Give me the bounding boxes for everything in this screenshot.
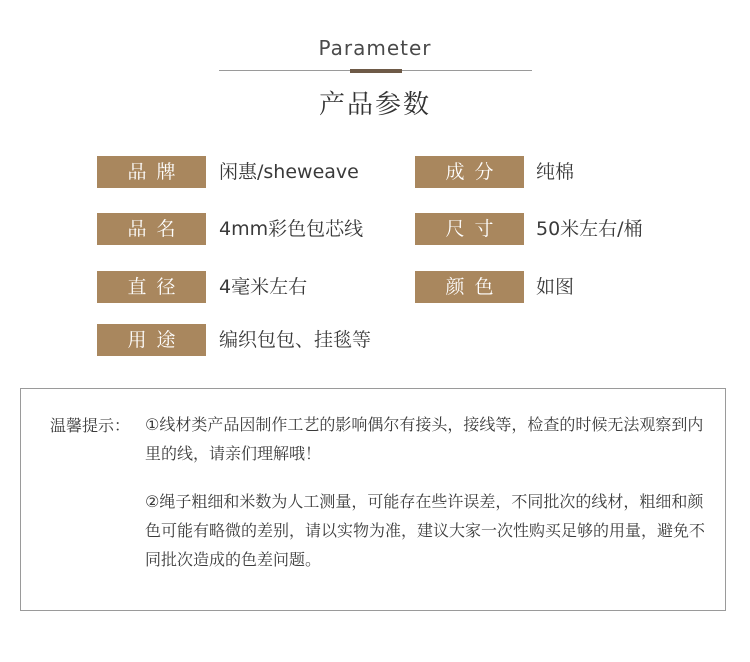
param-row-size [415, 213, 715, 245]
notice-label: 温馨提示： [50, 416, 131, 435]
param-label-color: 颜色 [415, 271, 524, 303]
param-label-usage: 用途 [97, 324, 206, 356]
param-value-brand: 闲惠/sheweave [219, 161, 359, 183]
param-row-color [415, 271, 715, 303]
param-label-composition: 成分 [415, 156, 524, 188]
param-value-diameter: 4毫米左右 [219, 276, 308, 298]
param-value-name: 4mm彩色包芯线 [219, 218, 364, 240]
param-row-usage [97, 324, 417, 356]
header-chinese-title: 产品参数 [318, 90, 431, 120]
notice-box [20, 388, 726, 611]
notice-item-1: ①线材类产品因制作工艺的影响偶尔有接头，接线等，检查的时候无法观察到内里的线，请亲们理解哦！ [145, 415, 704, 463]
header-accent-bar [350, 69, 402, 73]
param-label-size: 尺寸 [415, 213, 524, 245]
param-label-diameter: 直径 [97, 271, 206, 303]
param-row-diameter [97, 271, 397, 303]
param-label-brand: 品牌 [97, 156, 206, 188]
param-value-size: 50米左右/桶 [536, 218, 643, 240]
header-english-title: Parameter [318, 36, 432, 60]
param-value-composition: 纯棉 [536, 161, 575, 183]
param-row-composition [415, 156, 715, 188]
param-row-name [97, 213, 397, 245]
param-value-color: 如图 [536, 276, 575, 298]
param-value-usage: 编织包包、挂毯等 [219, 329, 372, 351]
param-label-name: 品名 [97, 213, 206, 245]
notice-item-2: ②绳子粗细和米数为人工测量，可能存在些许误差，不同批次的线材，粗细和颜色可能有略微的差别，请以实物为准，建议大家一次性购买足够的用量，避免不同批次造成的色差问题。 [145, 492, 706, 569]
param-row-brand [97, 156, 397, 188]
